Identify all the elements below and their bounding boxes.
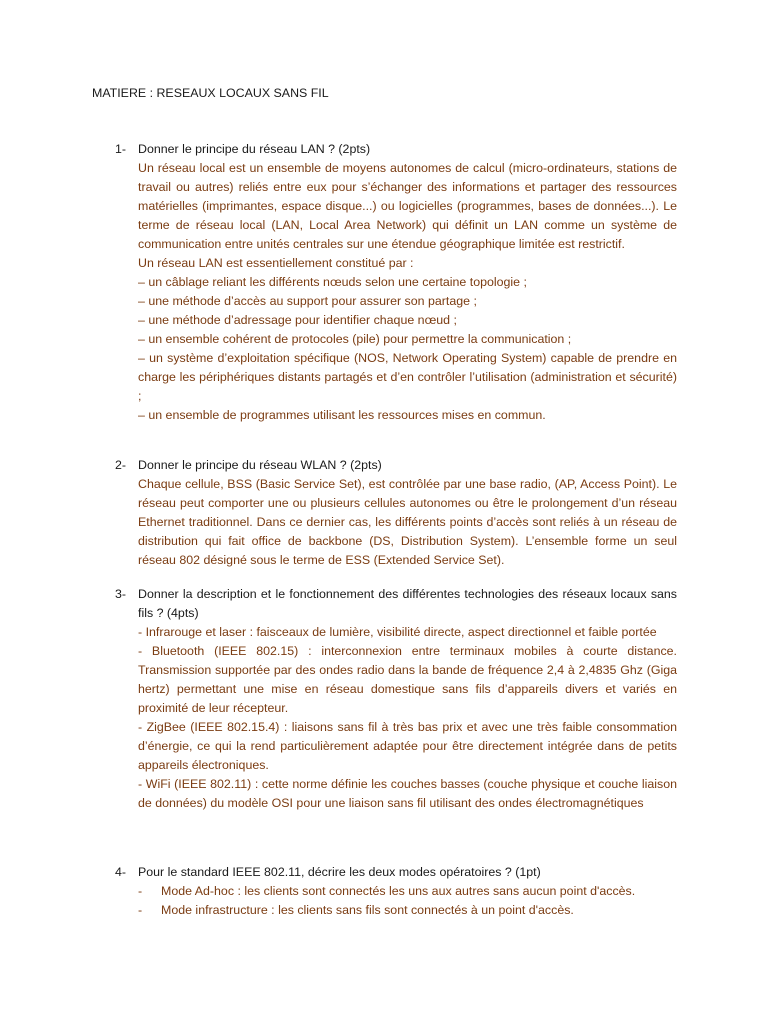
answer-paragraph: - ZigBee (IEEE 802.15.4) : liaisons sans fil à très bas prix et avec une très faible consommation d’énergie, ce qui la rend particulièrement adaptée pour être directement intégrée dans de petits appareils électroniques.	[138, 720, 677, 772]
answer-list-item: – un câblage reliant les différents nœuds selon une certaine topologie ;	[138, 275, 527, 289]
answer-3	[138, 623, 677, 813]
question-number: 1-	[115, 142, 127, 156]
answer-paragraph: Chaque cellule, BSS (Basic Service Set), est contrôlée par une base radio, (AP, Access Point). Le réseau peut comporter une ou plusieurs cellules autonomes ou être le prolongement d’un réseau Ethernet traditionnel. Dans ce dernier cas, les différents points d’accès sont reliés à un réseau de distribution qui fait office de backbone (DS, Distribution System). L’ensemble forme un seul réseau 802 désigné sous le terme de ESS (Extended Service Set).	[138, 477, 677, 567]
question-3-header	[115, 585, 677, 623]
answer-paragraph: Un réseau LAN est essentiellement constitué par :	[138, 256, 414, 270]
answer-paragraph: - Infrarouge et laser : faisceaux de lumière, visibilité directe, aspect directionnel et faible portée	[138, 625, 657, 639]
mode-text: Mode infrastructure : les clients sans fils sont connectés à un point d'accès.	[161, 903, 574, 917]
answer-1	[138, 159, 677, 425]
question-text: Donner le principe du réseau LAN ? (2pts)	[138, 142, 371, 156]
answer-list-item: – une méthode d’adressage pour identifier chaque nœud ;	[138, 313, 457, 327]
question-text: Donner le principe du réseau WLAN ? (2pts)	[138, 458, 382, 472]
document-title: MATIERE : RESEAUX LOCAUX SANS FIL	[92, 86, 329, 100]
answer-2	[138, 475, 677, 570]
question-4	[115, 863, 677, 920]
question-3	[115, 585, 677, 813]
question-1	[115, 140, 677, 425]
mode-item	[138, 882, 677, 901]
answer-paragraph: Un réseau local est un ensemble de moyens autonomes de calcul (micro-ordinateurs, stations de travail ou autres) reliés entre eux pour s’échanger des informations et partager des ressources matérielles (imprimantes, espace disque...) ou logicielles (programmes, bases de données...). Le terme de réseau local (LAN, Local Area Network) qui définit un LAN comme un système de communication entre unités centrales sur une étendue géographique limitée est restrictif.	[138, 161, 677, 251]
list-dash: -	[138, 884, 143, 898]
question-number: 3-	[115, 587, 127, 601]
answer-paragraph: - Bluetooth (IEEE 802.15) : interconnexion entre terminaux mobiles à courte distance. Transmission supportée par des ondes radio dans la bande de fréquence 2,4 à 2,4835 Ghz (Giga hertz) permettant une mise en réseau domestique sans fils d’appareils divers et variés en proximité de leur récepteur.	[138, 644, 677, 715]
answer-paragraph: - WiFi (IEEE 802.11) : cette norme définie les couches basses (couche physique et couche liaison de données) du modèle OSI pour une liaison sans fil utilisant des ondes électromagnétiques	[138, 777, 677, 810]
list-dash: -	[138, 903, 143, 917]
question-number: 4-	[115, 865, 127, 879]
question-text: Pour le standard IEEE 802.11, décrire les deux modes opératoires ? (1pt)	[138, 865, 541, 879]
mode-item	[138, 901, 677, 920]
question-1-header	[115, 140, 677, 159]
question-2	[115, 456, 677, 570]
question-number: 2-	[115, 458, 127, 472]
answer-list-item: – un ensemble de programmes utilisant les ressources mises en commun.	[138, 408, 546, 422]
mode-text: Mode Ad-hoc : les clients sont connectés les uns aux autres sans aucun point d'accès.	[161, 884, 636, 898]
modes-list	[138, 882, 677, 920]
question-2-header	[115, 456, 677, 475]
question-4-header	[115, 863, 677, 882]
answer-list-item: – un ensemble cohérent de protocoles (pile) pour permettre la communication ;	[138, 332, 572, 346]
answer-list-item: – une méthode d’accès au support pour assurer son partage ;	[138, 294, 477, 308]
answer-list-item: – un système d’exploitation spécifique (NOS, Network Operating System) capable de prendre en charge les périphériques distants partagés et d’en contrôler l’utilisation (administration et sécurité) ;	[138, 351, 677, 403]
question-text: Donner la description et le fonctionnement des différentes technologies des réseaux locaux sans fils ? (4pts)	[138, 587, 677, 620]
